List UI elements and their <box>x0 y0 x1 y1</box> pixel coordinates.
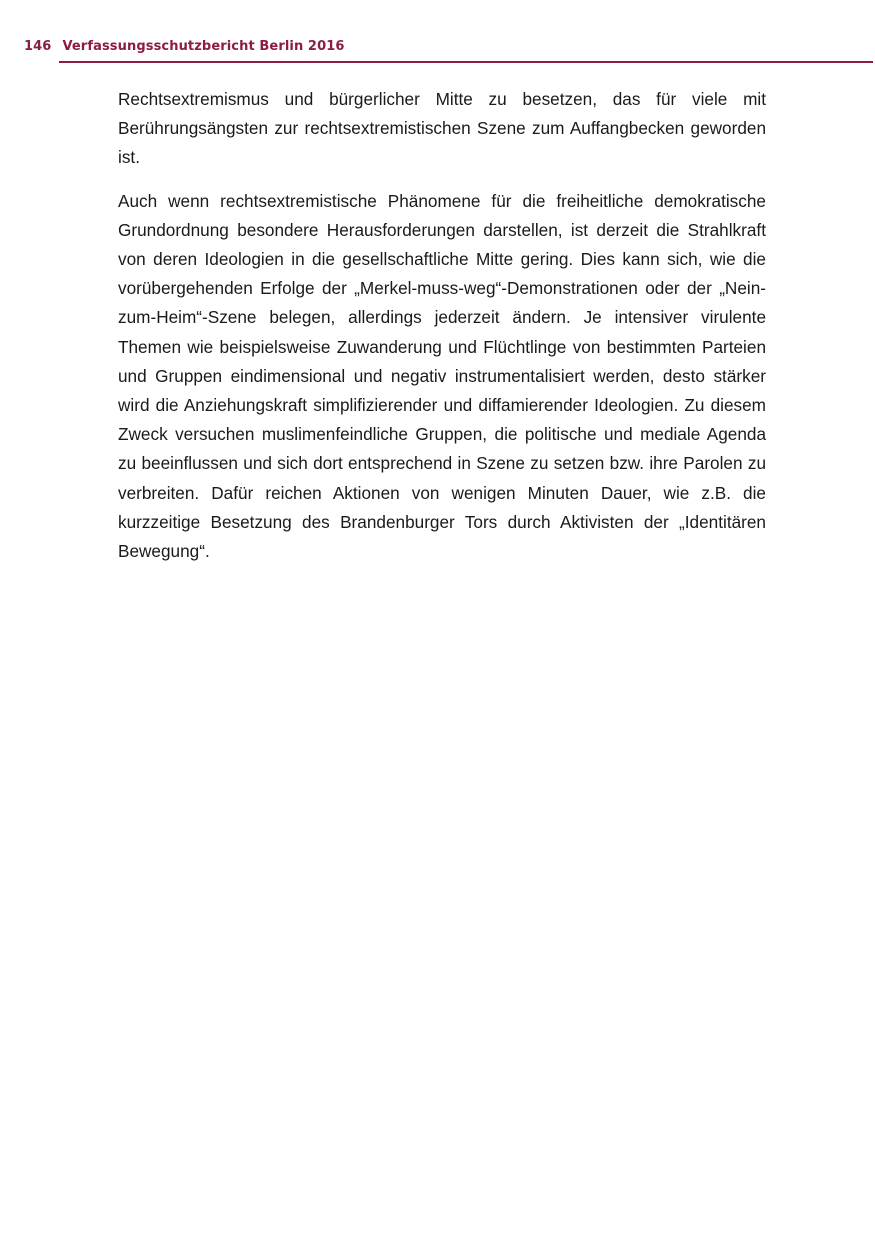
header-title: Verfassungsschutzbericht Berlin 2016 <box>62 39 345 54</box>
running-header <box>24 39 345 54</box>
header-rule <box>59 61 873 63</box>
paragraph-1: Rechtsextremismus und bürgerlicher Mitte zu besetzen, das für viele mit Berührungsängsten zur rechtsextremistischen Szene zum Auffangbecken geworden ist. <box>118 89 766 168</box>
page-number: 146 <box>24 39 52 54</box>
paragraph-2: Auch wenn rechtsextremistische Phänomene für die freiheitliche demokratische Grundordnung besondere Herausforderungen darstellen, ist derzeit die Strahlkraft von deren Ideologien in die gesellschaftliche Mitte gering. Dies kann sich, wie die vorübergehenden Erfolge der „Merkel-muss-weg“-Demonstrationen oder der „Nein-zum-Heim“-Szene belegen, allerdings jederzeit ändern. Je intensiver virulente Themen wie beispielsweise Zuwanderung und Flüchtlinge von bestimmten Parteien und Gruppen eindimensional und negativ instrumentalisiert werden, desto stärker wird die Anziehungskraft simplifizierender und diffamierender Ideologien. Zu diesem Zweck versuchen muslimenfeindliche Gruppen, die politische und mediale Agenda zu beeinflussen und sich dort entsprechend in Szene zu setzen bzw. ihre Parolen zu verbreiten. Dafür reichen Aktionen von wenigen Minuten Dauer, wie z.B. die kurzzeitige Besetzung des Brandenburger Tors durch Aktivisten der „Identitären Bewegung“. <box>118 190 766 562</box>
body-text <box>118 85 766 580</box>
